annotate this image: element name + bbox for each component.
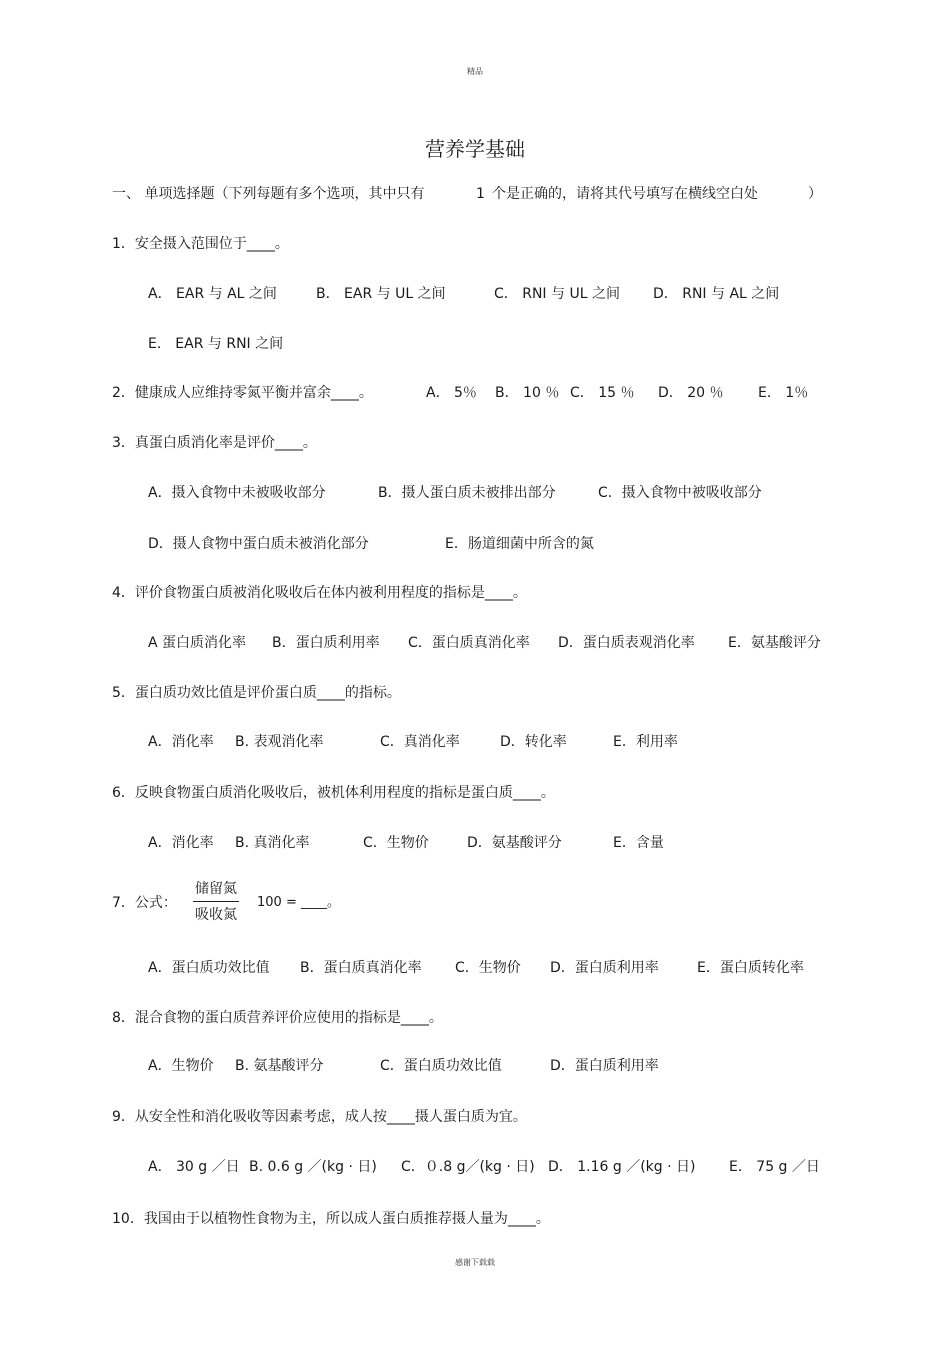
question-4-option-a: A 蛋白质消化率: [148, 635, 247, 651]
question-1-option-d: D． RNI 与 AL 之间: [653, 286, 780, 302]
question-2-option-e: E． 1％: [758, 385, 809, 401]
question-9-option-a: A． 30 g ／日: [148, 1159, 240, 1175]
question-1-option-c: C． RNI 与 UL 之间: [494, 286, 620, 302]
question-2-option-c: C． 15 ％: [570, 385, 635, 401]
question-9-option-b: B. 0.6 g ／(kg · 日): [249, 1159, 377, 1175]
question-7-option-c: C．生物价: [455, 960, 521, 976]
question-1-option-b: B． EAR 与 UL 之间: [316, 286, 446, 302]
section-heading-close: ）: [808, 186, 822, 202]
question-5-option-c: C．真消化率: [380, 734, 460, 750]
formula-numerator: 储留氮: [195, 881, 237, 897]
question-3-stem: 3．真蛋白质消化率是评价____。: [112, 435, 317, 451]
question-5-stem: 5．蛋白质功效比值是评价蛋白质____的指标。: [112, 685, 401, 701]
question-6-option-c: C．生物价: [363, 835, 429, 851]
question-5-option-a: A．消化率: [148, 734, 214, 750]
formula-denominator: 吸收氮: [195, 907, 237, 923]
question-6-option-b: B. 真消化率: [235, 835, 310, 851]
question-3-option-b: B．摄人蛋白质未被排出部分: [378, 485, 556, 501]
question-7-option-b: B．蛋白质真消化率: [300, 960, 422, 976]
question-5-option-e: E．利用率: [613, 734, 678, 750]
section-heading: 一、 单项选择题（下列每题有多个选项，其中只有: [112, 186, 425, 202]
question-8-option-c: C．蛋白质功效比值: [380, 1058, 502, 1074]
fraction-bar: [193, 901, 239, 902]
question-1-stem: 1．安全摄入范围位于____。: [112, 236, 289, 252]
question-1-option-e: E． EAR 与 RNI 之间: [148, 336, 284, 352]
question-2-option-b: B． 10 ％: [495, 385, 560, 401]
question-9-stem: 9．从安全性和消化吸收等因素考虑，成人按____摄人蛋白质为宜。: [112, 1109, 527, 1125]
question-8-stem: 8．混合食物的蛋白质营养评价应使用的指标是____。: [112, 1010, 443, 1026]
question-6-stem: 6．反映食物蛋白质消化吸收后，被机体利用程度的指标是蛋白质____。: [112, 785, 555, 801]
page-footer: 感谢下载载: [455, 1258, 495, 1267]
question-7-label: 7．公式：: [112, 895, 177, 911]
question-4-option-e: E．氨基酸评分: [728, 635, 821, 651]
question-1-option-a: A． EAR 与 AL 之间: [148, 286, 277, 302]
question-6-option-d: D．氨基酸评分: [467, 835, 562, 851]
question-7-option-a: A．蛋白质功效比值: [148, 960, 270, 976]
question-8-option-a: A．生物价: [148, 1058, 214, 1074]
question-6-option-a: A．消化率: [148, 835, 214, 851]
question-9-option-c: C．０.8 g／(kg · 日): [401, 1159, 535, 1175]
question-3-option-c: C．摄入食物中被吸收部分: [598, 485, 762, 501]
section-heading-number: 1: [476, 186, 485, 202]
question-9-option-e: E． 75 g ／日: [729, 1159, 820, 1175]
document-title: 营养学基础: [425, 137, 525, 161]
question-4-option-c: C．蛋白质真消化率: [408, 635, 530, 651]
question-5-option-d: D．转化率: [500, 734, 567, 750]
formula-fraction: [193, 880, 239, 924]
question-2-stem: 2．健康成人应维持零氮平衡并富余____。: [112, 385, 373, 401]
question-10-stem: 10．我国由于以植物性食物为主，所以成人蛋白质推荐摄人量为____。: [112, 1211, 550, 1227]
question-4-option-d: D．蛋白质表观消化率: [558, 635, 695, 651]
question-4-stem: 4．评价食物蛋白质被消化吸收后在体内被利用程度的指标是____。: [112, 585, 527, 601]
question-3-option-a: A．摄入食物中未被吸收部分: [148, 485, 326, 501]
question-8-option-b: B. 氨基酸评分: [235, 1058, 324, 1074]
question-7-option-d: D．蛋白质利用率: [550, 960, 659, 976]
question-4-option-b: B．蛋白质利用率: [272, 635, 380, 651]
question-7-option-e: E．蛋白质转化率: [697, 960, 804, 976]
question-9-option-d: D． 1.16 g ／(kg · 日): [548, 1159, 696, 1175]
question-5-option-b: B. 表观消化率: [235, 734, 324, 750]
question-6-option-e: E．含量: [613, 835, 664, 851]
question-8-option-d: D．蛋白质利用率: [550, 1058, 659, 1074]
question-7-rest: 100 = ____。: [257, 895, 340, 910]
question-2-option-d: D． 20 ％: [658, 385, 724, 401]
question-3-option-d: D．摄人食物中蛋白质未被消化部分: [148, 536, 369, 552]
section-heading-rest: 个是正确的，请将其代号填写在横线空白处: [492, 186, 758, 202]
question-3-option-e: E．肠道细菌中所含的氮: [445, 536, 594, 552]
question-2-option-a: A． 5％: [426, 385, 477, 401]
page-header: 精品: [467, 67, 483, 76]
